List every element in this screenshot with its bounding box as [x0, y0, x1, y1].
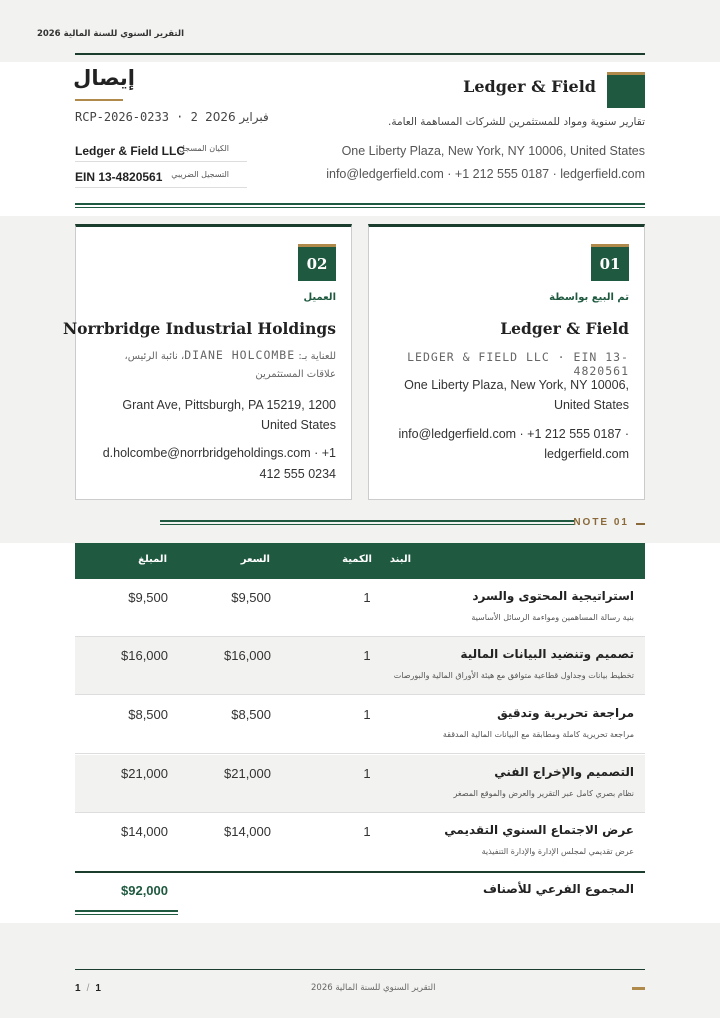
row-title: تصميم وتنضيد البيانات المالية	[460, 647, 634, 661]
row-qty: 1	[363, 590, 371, 605]
subtotal-double-rule	[75, 910, 178, 915]
row-description: بنية رسالة المساهمين ومواءمة الرسائل الأساسية	[471, 613, 634, 622]
row-price: $16,000	[224, 648, 271, 663]
header-amount: المبلغ	[138, 554, 167, 565]
row-amount: $9,500	[128, 590, 168, 605]
table-row	[75, 813, 645, 871]
header-top-rule	[75, 53, 645, 55]
subtotal-label: المجموع الفرعي للأصناف	[482, 882, 634, 896]
row-price: $8,500	[231, 707, 271, 722]
client-address-line-2: United States	[260, 418, 336, 432]
note-rule	[160, 520, 574, 525]
page-number	[75, 983, 101, 994]
page-current: 1	[75, 983, 81, 994]
note-label: NOTE 01	[573, 517, 629, 528]
brand-tagline: تقارير سنوية ومواد للمستثمرين للشركات المساهمة العامة.	[387, 116, 645, 128]
footer-rule	[75, 969, 645, 970]
row-amount: $21,000	[121, 766, 168, 781]
header-qty: الكمية	[342, 554, 372, 565]
seller-contact-line-2[interactable]: ledgerfield.com	[544, 447, 629, 461]
row-title: عرض الاجتماع السنوي التقديمي	[444, 823, 634, 837]
row-description: نظام بصري كامل عبر التقرير والعرض والموقع المصغر	[453, 789, 634, 798]
document-title-underline	[75, 99, 123, 101]
document-reference-number: RCP-2026-0233 · 2	[75, 110, 198, 124]
meta-tax-value: EIN 13-4820561	[75, 170, 163, 184]
client-attention-name: DIANE HOLCOMBE	[184, 348, 296, 362]
client-attention-title: ، نائبة الرئيس،	[124, 351, 185, 362]
brand-contact: info@ledgerfield.com · +1 212 555 0187 · ledgerfield.com	[326, 167, 645, 181]
seller-address-line-2: United States	[553, 398, 629, 412]
document-title: إيصال	[73, 66, 135, 90]
client-attention	[88, 348, 336, 362]
document-reference	[75, 110, 269, 124]
meta-entity-label: الكيان المسجل	[179, 144, 229, 153]
seller-name: Ledger & Field	[500, 319, 629, 338]
meta-entity-value: Ledger & Field LLC	[75, 144, 186, 158]
page-separator: /	[86, 983, 90, 994]
table-row	[75, 755, 645, 813]
seller-role: تم البيع بواسطة	[549, 292, 629, 303]
brand-logo	[607, 72, 645, 108]
row-title: التصميم والإخراج الفني	[494, 765, 634, 779]
client-number-badge: 02	[298, 244, 336, 281]
client-role: العميل	[303, 292, 336, 303]
seller-address-line-1: One Liberty Plaza, New York, NY 10006,	[404, 378, 629, 392]
client-card	[63, 224, 352, 500]
table-row	[75, 637, 645, 695]
row-description: تخطيط بيانات وجداول قطاعية متوافق مع هيئة الأوراق المالية والبورصات	[393, 671, 634, 680]
row-amount: $14,000	[121, 824, 168, 839]
client-address-line-1: Grant Ave, Pittsburgh, PA 15219, 1200	[122, 398, 336, 412]
meta-row-entity	[75, 140, 247, 162]
subtotal-top-rule	[75, 871, 645, 873]
brand-name: Ledger & Field	[463, 77, 596, 96]
footer-title: التقرير السنوي للسنة المالية 2026	[311, 983, 436, 993]
row-qty: 1	[363, 707, 371, 722]
row-amount: $8,500	[128, 707, 168, 722]
client-attention-prefix: للعناية بـ:	[298, 351, 336, 362]
row-title: مراجعة تحريرية وتدقيق	[497, 706, 634, 720]
seller-card	[368, 224, 645, 500]
meta-tax-label: التسجيل الضريبي	[171, 170, 229, 179]
row-qty: 1	[363, 824, 371, 839]
client-name: Norrbridge Industrial Holdings	[63, 319, 336, 338]
meta-row-tax	[75, 166, 247, 188]
note-dash	[636, 523, 645, 525]
table-header	[75, 543, 645, 579]
header-price: السعر	[240, 554, 270, 565]
row-qty: 1	[363, 648, 371, 663]
client-contact-line-2[interactable]: 412 555 0234	[259, 467, 336, 481]
page-total: 1	[95, 983, 101, 994]
header-bottom-rule	[75, 203, 645, 208]
row-price: $9,500	[231, 590, 271, 605]
row-description: عرض تقديمي لمجلس الإدارة والإدارة التنفيذية	[481, 847, 634, 856]
subtotal-value: $92,000	[121, 883, 168, 898]
client-contact-line-1[interactable]: d.holcombe@norrbridgeholdings.com · +1	[102, 446, 336, 460]
table-row	[75, 579, 645, 637]
row-price: $14,000	[224, 824, 271, 839]
document-date-month: فبراير 2026	[205, 110, 269, 124]
row-description: مراجعة تحريرية كاملة ومطابقة مع البيانات المالية المدققة	[442, 730, 634, 739]
row-title: استراتيجية المحتوى والسرد	[472, 589, 634, 603]
seller-legal: LEDGER & FIELD LLC · EIN 13-4820561	[407, 350, 629, 378]
brand-address: One Liberty Plaza, New York, NY 10006, United States	[341, 144, 645, 158]
row-amount: $16,000	[121, 648, 168, 663]
row-price: $21,000	[224, 766, 271, 781]
footer-accent-dash	[632, 987, 645, 990]
seller-contact-line-1[interactable]: info@ledgerfield.com · +1 212 555 0187 ·	[398, 427, 629, 441]
row-qty: 1	[363, 766, 371, 781]
running-header-title: التقرير السنوي للسنة المالية 2026	[36, 29, 184, 39]
table-row	[75, 696, 645, 754]
client-attention-title-line-2: علاقات المستثمرين	[255, 369, 336, 380]
seller-number-badge: 01	[591, 244, 629, 281]
header-item: البند	[389, 554, 411, 565]
